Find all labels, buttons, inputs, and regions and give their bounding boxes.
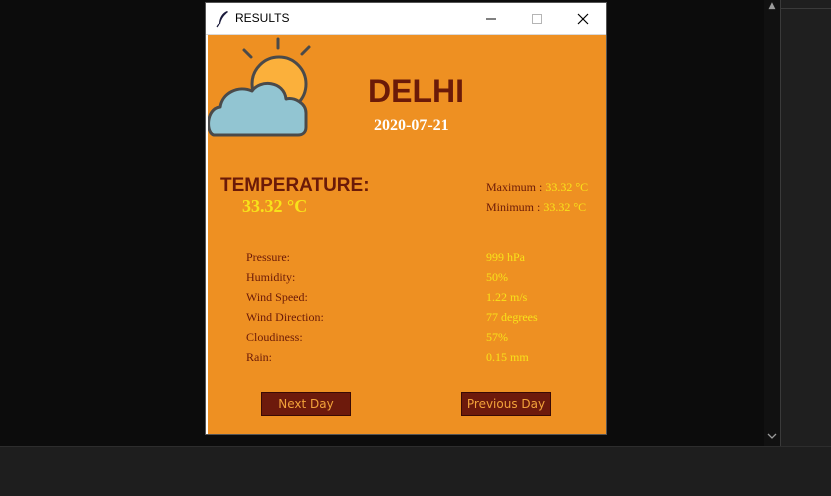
minimize-button[interactable] bbox=[468, 3, 514, 34]
cloudiness-value: 57% bbox=[486, 330, 508, 344]
minimize-icon bbox=[485, 13, 497, 25]
close-icon bbox=[577, 13, 589, 25]
background-taskbar bbox=[0, 446, 831, 496]
forecast-date: 2020-07-21 bbox=[374, 117, 449, 134]
maximize-icon bbox=[531, 13, 543, 25]
temperature-label: TEMPERATURE: bbox=[220, 175, 370, 196]
scroll-up-icon[interactable]: ▲ bbox=[768, 1, 776, 11]
humidity-label: Humidity: bbox=[246, 270, 296, 284]
city-name: DELHI bbox=[368, 73, 464, 109]
next-day-button[interactable]: Next Day bbox=[261, 392, 351, 416]
panel-divider bbox=[781, 8, 831, 9]
rain-value: 0.15 mm bbox=[486, 350, 529, 364]
cloudiness-label: Cloudiness: bbox=[246, 330, 303, 344]
minimum-value: 33.32 °C bbox=[543, 200, 587, 214]
maximum-value: 33.32 °C bbox=[545, 180, 589, 194]
wind-direction-value: 77 degrees bbox=[486, 310, 538, 324]
results-content bbox=[206, 35, 606, 434]
minimum-temperature bbox=[486, 200, 586, 215]
background-side-panel bbox=[780, 0, 831, 446]
sun-cloud-icon bbox=[208, 37, 312, 139]
wind-direction-label: Wind Direction: bbox=[246, 310, 324, 324]
maximize-button[interactable] bbox=[514, 3, 560, 34]
pressure-value: 999 hPa bbox=[486, 250, 525, 264]
window-titlebar[interactable] bbox=[206, 3, 606, 35]
window-title: RESULTS bbox=[235, 11, 290, 25]
humidity-value: 50% bbox=[486, 270, 508, 284]
temperature-value: 33.32 °C bbox=[242, 196, 308, 216]
close-button[interactable] bbox=[560, 3, 606, 34]
minimum-label: Minimum : bbox=[486, 200, 541, 214]
rain-label: Rain: bbox=[246, 350, 272, 364]
wind-speed-value: 1.22 m/s bbox=[486, 290, 528, 304]
maximum-temperature bbox=[486, 180, 588, 195]
background-scrollbar[interactable] bbox=[764, 0, 780, 446]
previous-day-button[interactable]: Previous Day bbox=[461, 392, 551, 416]
feather-icon bbox=[216, 10, 230, 28]
results-window bbox=[206, 3, 606, 434]
maximum-label: Maximum : bbox=[486, 180, 543, 194]
wind-speed-label: Wind Speed: bbox=[246, 290, 308, 304]
scroll-down-icon[interactable] bbox=[764, 432, 780, 444]
pressure-label: Pressure: bbox=[246, 250, 290, 264]
